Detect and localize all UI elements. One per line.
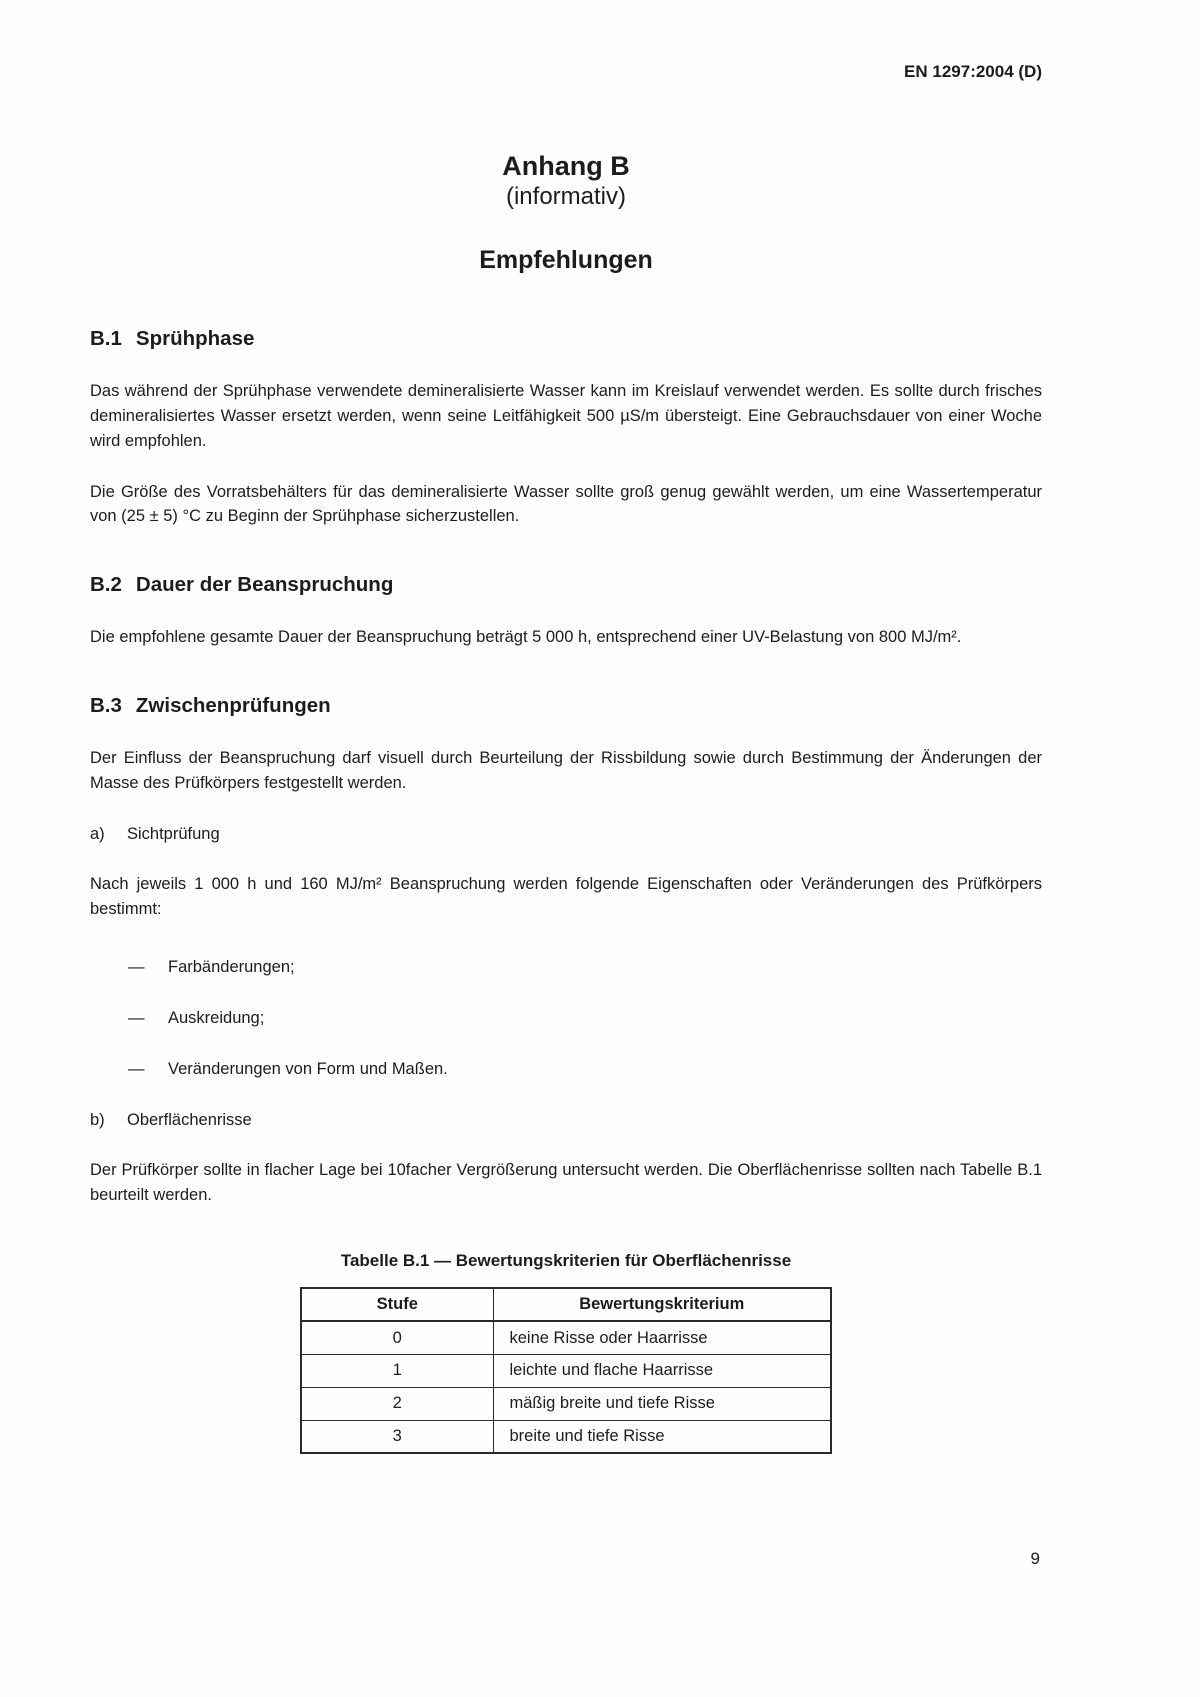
list-item-b-text: Oberflächenrisse (127, 1110, 252, 1129)
section-b3-paragraph-1: Der Einfluss der Beanspruchung darf visuell durch Beurteilung der Rissbildung sowie durch Bestimmung der Änderungen der Masse des Prüfkörpers festgestellt werden. (90, 748, 1042, 792)
table-row (301, 1420, 831, 1453)
section-b3-number: B.3 (90, 693, 122, 717)
list-item (90, 1009, 1042, 1028)
table-cell-kriterium: mäßig breite und tiefe Risse (493, 1387, 831, 1420)
list-item-a-label: a) (90, 825, 105, 844)
section-b3-paragraph-3: Der Prüfkörper sollte in flacher Lage bei 10facher Vergrößerung untersucht werden. Die Oberflächenrisse sollten nach Tabelle B.1 beurteilt werden. (90, 1160, 1042, 1204)
title-block (90, 150, 1042, 275)
section-b2-number: B.2 (90, 573, 122, 597)
table-cell-stufe: 3 (301, 1420, 493, 1453)
page-number: 9 (1030, 1549, 1040, 1568)
table-cell-kriterium: leichte und flache Haarrisse (493, 1354, 831, 1387)
annex-title: Anhang B (502, 151, 630, 181)
list-item-b (90, 1111, 1042, 1130)
dash-icon: — (128, 1059, 145, 1078)
list-item-text: Farbänderungen; (168, 957, 295, 976)
table-row (301, 1321, 831, 1354)
table-row (301, 1354, 831, 1387)
table-cell-kriterium: breite und tiefe Risse (493, 1420, 831, 1453)
section-b3-heading (90, 694, 1042, 718)
list-item-a-text: Sichtprüfung (127, 825, 220, 844)
document-reference: EN 1297:2004 (D) (904, 62, 1042, 81)
table-cell-kriterium: keine Risse oder Haarrisse (493, 1321, 831, 1354)
list-item (90, 1060, 1042, 1079)
dash-icon: — (128, 1008, 145, 1027)
table-row (301, 1387, 831, 1420)
list-item-a (90, 825, 1042, 844)
section-b1-paragraph-1: Das während der Sprühphase verwendete demineralisierte Wasser kann im Kreislauf verwendet werden. Es sollte durch frisches demineralisiertes Wasser ersetzt werden, wenn seine Leitfähigkeit 500 µS/m übersteigt. Eine Gebrauchsdauer von einer Woche wird empfohlen. (90, 382, 1042, 450)
list-item (90, 958, 1042, 977)
table-caption: Tabelle B.1 — Bewertungskriterien für Oberflächenrisse (340, 1251, 792, 1271)
section-b3-title: Zwischenprüfungen (135, 693, 331, 717)
dash-list (90, 958, 1042, 1079)
table-cell-stufe: 1 (301, 1354, 493, 1387)
section-b2-title: Dauer der Beanspruchung (135, 573, 394, 597)
section-b1-paragraph-2: Die Größe des Vorratsbehälters für das demineralisierte Wasser sollte groß genug gewählt werden, um eine Wassertemperatur von (25 ± 5) °C zu Beginn der Sprühphase sicherzustellen. (90, 482, 1042, 526)
table-header-bewertungskriterium: Bewertungskriterium (493, 1288, 831, 1321)
table-header-stufe: Stufe (301, 1288, 493, 1321)
section-b1-title: Sprühphase (135, 327, 255, 351)
list-item-text: Auskreidung; (168, 1008, 265, 1027)
surface-cracks-table (300, 1287, 832, 1454)
dash-icon: — (128, 957, 145, 976)
section-b1-number: B.1 (90, 327, 122, 351)
section-b3-paragraph-2: Nach jeweils 1 000 h und 160 MJ/m² Beanspruchung werden folgende Eigenschaften oder Veränderungen des Prüfkörpers bestimmt: (90, 875, 1042, 919)
table-header-row (301, 1288, 831, 1321)
table-cell-stufe: 0 (301, 1321, 493, 1354)
annex-subtitle: (informativ) (505, 183, 626, 211)
section-b2-paragraph-1: Die empfohlene gesamte Dauer der Beanspruchung beträgt 5 000 h, entsprechend einer UV-Belastung von 800 MJ/m². (90, 628, 962, 647)
page-title: Empfehlungen (479, 246, 653, 275)
table-cell-stufe: 2 (301, 1387, 493, 1420)
list-item-b-label: b) (90, 1110, 105, 1129)
list-item-text: Veränderungen von Form und Maßen. (168, 1059, 448, 1078)
section-b1-heading (90, 327, 1042, 351)
section-b2-heading (90, 573, 1042, 597)
